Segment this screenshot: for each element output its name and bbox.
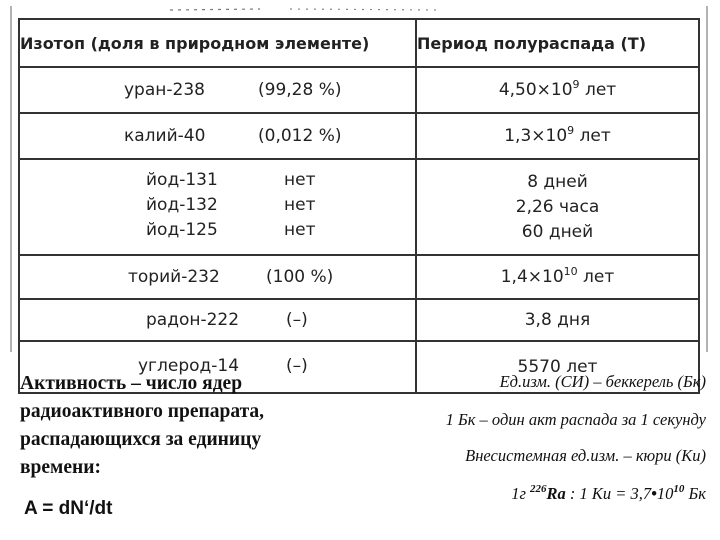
definition-line: радиоактивного препарата, [20, 401, 265, 422]
isotope-name: радон-222 [146, 310, 240, 330]
activity-formula: A = dN‘/dt [24, 498, 113, 519]
definition-line: Активность – число ядер [20, 373, 243, 394]
ratio-dot: • [651, 484, 657, 503]
ratio-mass-number: 226 [530, 483, 547, 495]
activity-definition [20, 370, 350, 482]
isotope-name: торий-232 [128, 267, 220, 287]
isotope-share: нет [284, 195, 316, 215]
isotope-name: углерод-14 [138, 356, 240, 376]
column-header-half-life: Период полураспада (Т) [416, 19, 699, 67]
isotope-name: йод-125 [146, 220, 218, 240]
half-life-mantissa: 1,4×10 [500, 267, 564, 287]
isotope-share: (0,012 %) [258, 126, 342, 146]
isotope-cell [19, 299, 416, 341]
isotope-share: (100 %) [266, 267, 334, 287]
half-life-cell [416, 159, 699, 255]
half-life-mantissa: 1,3×10 [504, 126, 568, 146]
becquerel-definition: 1 Бк – один акт распада за 1 секунду [445, 410, 706, 429]
si-unit-text: Ед.изм. (СИ) – беккерель (Бк) [499, 372, 706, 391]
half-life-value: 2,26 часа [515, 196, 600, 217]
half-life-cell [416, 113, 699, 159]
half-life-exponent: 9 [567, 124, 575, 137]
ratio-middle: : 1 Ки = 3,7 [565, 484, 652, 503]
ratio-prefix: 1г [511, 484, 531, 503]
isotope-cell [19, 159, 416, 255]
isotope-share: нет [284, 170, 316, 190]
table-row [19, 113, 699, 159]
table-row [19, 159, 699, 255]
half-life-value: 60 дней [521, 221, 594, 242]
table-row [19, 67, 699, 113]
half-life-value: 5570 лет [517, 357, 598, 377]
isotope-name: уран-238 [124, 80, 205, 100]
half-life-unit: лет [577, 267, 615, 287]
table-row [19, 255, 699, 299]
ratio-unit: Бк [684, 484, 706, 503]
half-life-cell [416, 255, 699, 299]
isotope-cell [19, 113, 416, 159]
half-life-unit: лет [579, 80, 617, 100]
table-row [19, 299, 699, 341]
isotope-share: (–) [286, 310, 308, 330]
isotope-table [18, 18, 700, 394]
half-life-cell [416, 299, 699, 341]
half-life-exponent: 10 [563, 265, 578, 278]
column-header-isotope: Изотоп (доля в природном элементе) [19, 19, 416, 67]
table-header-row [19, 19, 699, 67]
isotope-share: (99,28 %) [258, 80, 342, 100]
half-life-exponent: 9 [572, 78, 580, 91]
scan-artifact [170, 0, 440, 14]
non-si-unit-text: Внесистемная ед.изм. – кюри (Ки) [465, 446, 706, 465]
curie-ratio [511, 483, 706, 504]
half-life-mantissa: 4,50×10 [498, 80, 573, 100]
isotope-name: йод-131 [146, 170, 218, 190]
isotope-name: калий-40 [124, 126, 206, 146]
half-life-cell [416, 67, 699, 113]
half-life-value: 3,8 дня [524, 310, 591, 330]
ratio-base: 10 [656, 484, 674, 503]
isotope-cell [19, 255, 416, 299]
isotope-share: (–) [286, 356, 308, 376]
definition-line: распадающихся за единицу [20, 429, 262, 450]
half-life-unit: лет [574, 126, 611, 146]
isotope-share: нет [284, 220, 316, 240]
isotope-name: йод-132 [146, 195, 218, 215]
half-life-value: 8 дней [527, 171, 588, 192]
ratio-exponent: 10 [673, 483, 685, 495]
ratio-element: Ra [546, 484, 566, 503]
definition-line: времени: [20, 457, 101, 478]
isotope-cell [19, 67, 416, 113]
